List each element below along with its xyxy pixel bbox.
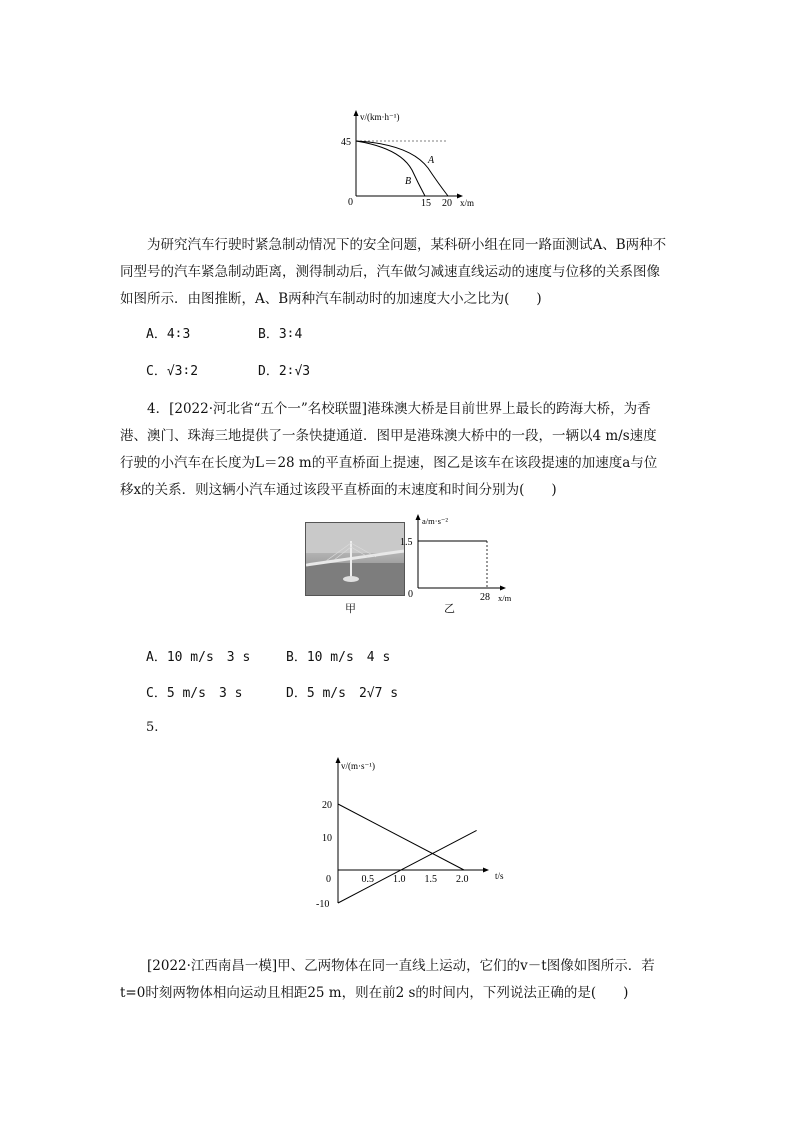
v-axis-label: v/(m·s⁻¹) [341,761,375,771]
q3-option-A[interactable]: A．4∶3 [146,327,191,342]
y-axis-arrow [416,514,421,520]
t-axis-label: t/s [495,871,504,881]
tick-1-5: 1.5 [400,537,413,548]
question-3-text: 为研究汽车行驶时紧急制动情况下的安全问题，某科研小组在同一路面测试A、B两种不同型号的汽车紧急制动距离，测得制动后，汽车做匀减速直线运动的速度与位移的关系图像如图所示．由图推断，A、B两种汽车制动时的加速度大小之比为( ) [120,237,667,307]
y-tick-label: 10 [322,833,332,844]
q3-option-C[interactable]: C．√3∶2 [146,364,199,379]
curve-B-label: B [405,176,412,187]
series-line-2 [338,830,477,903]
q4-option-B[interactable]: B．10 m/s 4 s [286,650,391,665]
tick-28: 28 [480,592,490,603]
x-axis-label: x/m [460,198,475,208]
q3-option-D[interactable]: D．2∶√3 [258,364,311,379]
origin-label: 0 [408,589,413,600]
v-t-chart [310,755,510,945]
x-axis-arrow [500,586,506,591]
tick-15: 15 [421,198,431,209]
origin-label: 0 [348,197,353,208]
q4-option-D[interactable]: D．5 m/s 2√7 s [286,686,399,701]
q4-option-C[interactable]: C．5 m/s 3 s [146,686,243,701]
caption-jia: 甲 [345,602,356,615]
v-axis-label: v/(km·h⁻¹) [360,112,400,122]
question-5-text: [2022·江西南昌一模]甲、乙两物体在同一直线上运动，它们的v－t图像如图所示．若t=0时刻两物体相向运动且相距25 m，则在前2 s的时间内，下列说法正确的是( ) [120,958,655,1001]
bridge-illustration [306,523,404,595]
x-axis-arrow [483,868,489,873]
series-line-1 [338,804,464,870]
x-tick-label: 1.0 [393,874,406,885]
caption-yi: 乙 [444,602,455,615]
figure-v-x-graph [330,108,490,213]
y-tick-label: 0 [326,874,331,885]
tick-20: 20 [442,198,452,209]
curve-A [356,141,448,196]
y-axis-arrow [336,757,341,763]
bridge-photo [305,522,405,596]
x-tick-label: 2.0 [456,874,469,885]
x-tick-label: 1.5 [424,874,437,885]
figure-a-x-graph [398,512,523,612]
y-tick-label: 20 [322,800,332,811]
q4-option-A[interactable]: A．10 m/s 3 s [146,650,251,665]
a-axis-label: a/m·s⁻² [422,516,448,526]
curve-A-label: A [428,155,435,166]
question-5-number: 5. [146,720,159,735]
q3-option-B[interactable]: B．3∶4 [258,327,303,342]
curve-B [356,141,425,196]
tick-45: 45 [341,137,351,148]
y-tick-label: -10 [316,899,330,910]
y-axis-arrow [354,110,359,116]
x-tick-label: 0.5 [361,874,374,885]
x-axis-label: x/m [498,593,512,603]
question-4-text: 4．[2022·河北省“五个一”名校联盟]港珠澳大桥是目前世界上最长的跨海大桥，为香港、澳门、珠海三地提供了一条快捷通道．图甲是港珠澳大桥中的一段，一辆以4 m/s速度行驶的小汽车在长度为L＝28 m的平直桥面上提速，图乙是该车在该段提速的加速度a与位移x的关系．则这辆小汽车通过该段平直桥面的末速度和时间分别为( ) [120,401,658,498]
